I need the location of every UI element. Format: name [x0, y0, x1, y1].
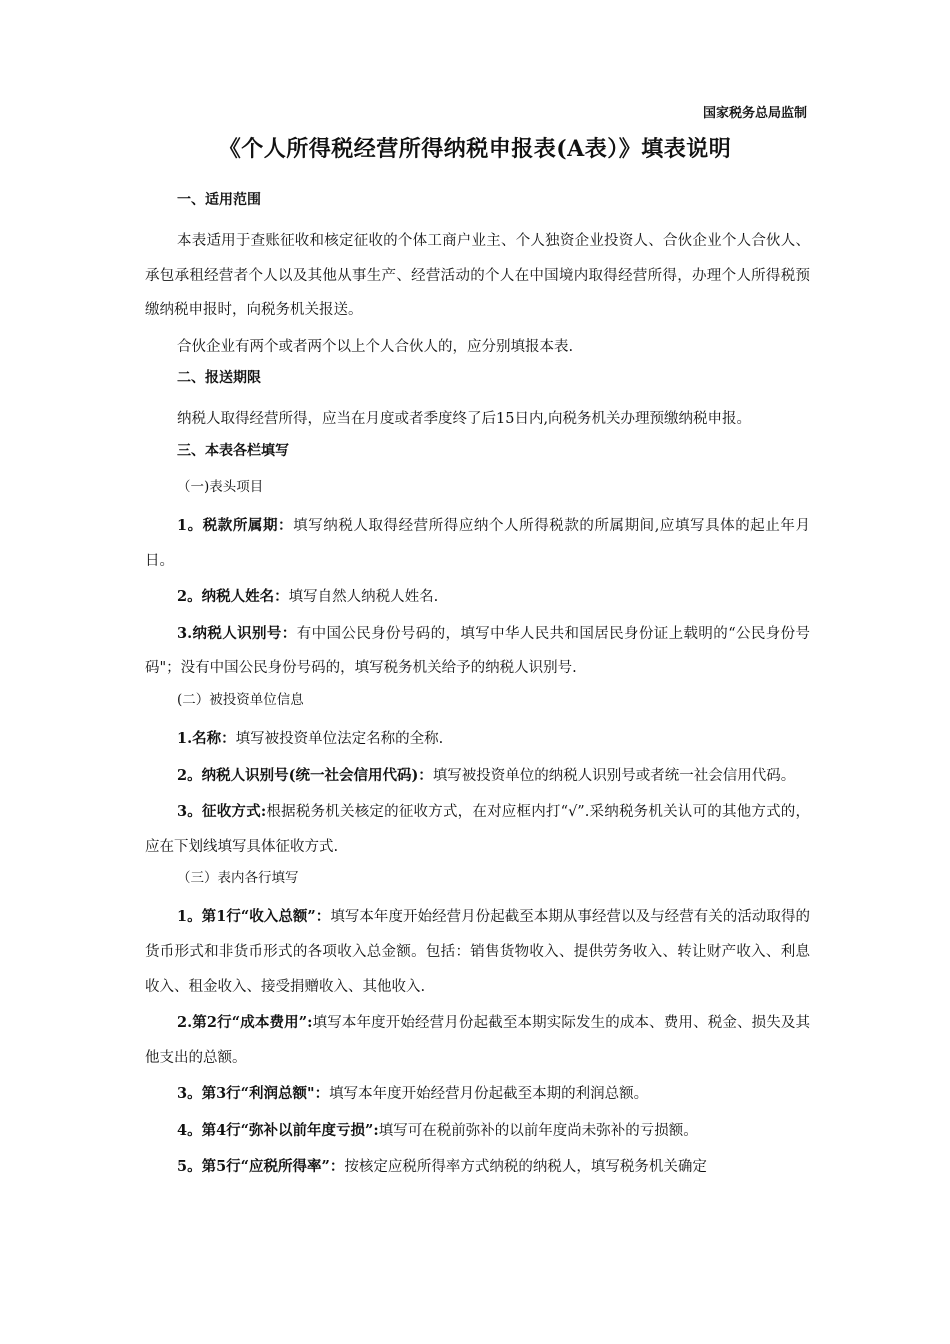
item-text: 按核定应税所得率方式纳税的纳税人，填写税务机关确定 [344, 1159, 707, 1176]
paragraph: 纳税人取得经营所得，应当在月度或者季度终了后15日内,向税务机关办理预缴纳税申报。 [177, 411, 752, 428]
list-item [145, 509, 810, 578]
subsection-heading: （一)表头项目 [177, 478, 264, 495]
list-item [145, 617, 810, 686]
item-label: 3。第3行“利润总额"： [177, 1085, 330, 1103]
list-item [145, 1150, 810, 1185]
list-item [145, 759, 810, 794]
item-label: 5。第5行“应税所得率”： [177, 1158, 345, 1176]
item-label: 3。征收方式: [177, 803, 267, 821]
list-item [145, 1006, 810, 1075]
list-item [145, 722, 810, 757]
section-heading: 三、本表各栏填写 [177, 442, 289, 459]
item-label: 1。税款所属期： [177, 516, 294, 534]
item-text: 填写本年度开始经营月份起截至本期的利润总额。 [329, 1086, 649, 1103]
paragraph: 本表适用于查账征收和核定征收的个体工商户业主、个人独资企业投资人、合伙企业个人合伙人、承包承租经营者个人以及其他从事生产、经营活动的个人在中国境内取得经营所得，办理个人所得税预缴纳税申报时，向税务机关报送。 [145, 233, 810, 319]
item-text: 填写被投资单位的纳税人识别号或者统一社会信用代码。 [432, 767, 796, 784]
item-label: 2.第2行“成本费用”: [177, 1014, 313, 1032]
item-label: 3.纳税人识别号： [177, 624, 297, 642]
item-label: 1。第1行“收入总额”： [177, 908, 331, 926]
item-text: 填写被投资单位法定名称的全称. [235, 730, 444, 747]
document-title: 《个人所得税经营所得纳税申报表(A表）》填表说明 [218, 136, 732, 162]
item-text: 填写可在税前弥补的以前年度尚未弥补的亏损额。 [378, 1122, 698, 1139]
supervisor-note: 国家税务总局监制 [702, 106, 807, 121]
item-label: 4。第4行“弥补以前年度亏损”: [177, 1121, 379, 1139]
item-text: 根据税务机关核定的征收方式，在对应框内打“√”.采纳税务机关认可的其他方式的，应在下划线填写具体征收方式. [145, 804, 810, 855]
item-text: 填写本年度开始经营月份起截至本期实际发生的成本、费用、税金、损失及其他支出的总额。 [145, 1015, 810, 1066]
subsection-heading: （三）表内各行填写 [177, 870, 299, 887]
item-text: 填写本年度开始经营月份起截至本期从事经营以及与经营有关的活动取得的货币形式和非货币形式的各项收入总金额。包括：销售货物收入、提供劳务收入、转让财产收入、利息收入、租金收入、接受捐赠收入、其他收入. [145, 909, 811, 995]
list-item [145, 1114, 810, 1149]
item-text: 有中国公民身份号码的，填写中华人民共和国居民身份证上载明的“公民身份号码"；没有中国公民身份号码的，填写税务机关给予的纳税人识别号. [145, 625, 810, 677]
section-heading: 二、报送期限 [177, 370, 261, 387]
list-item [145, 795, 810, 864]
document-body [145, 188, 810, 1187]
item-label: 2。纳税人姓名： [177, 588, 289, 606]
item-text: 填写纳税人取得经营所得应纳个人所得税款的所属期间,应填写具体的起止年月日。 [145, 517, 810, 569]
item-label: 1.名称： [177, 729, 236, 747]
item-label: 2。纳税人识别号(统一社会信用代码)： [177, 766, 433, 784]
list-item [145, 1077, 810, 1112]
list-item [145, 580, 810, 615]
subsection-heading: (二）被投资单位信息 [177, 691, 304, 708]
item-text: 填写自然人纳税人姓名. [288, 589, 439, 606]
paragraph: 合伙企业有两个或者两个以上个人合伙人的，应分别填报本表. [177, 338, 574, 355]
section-heading: 一、适用范围 [177, 192, 261, 208]
list-item [145, 900, 810, 1004]
